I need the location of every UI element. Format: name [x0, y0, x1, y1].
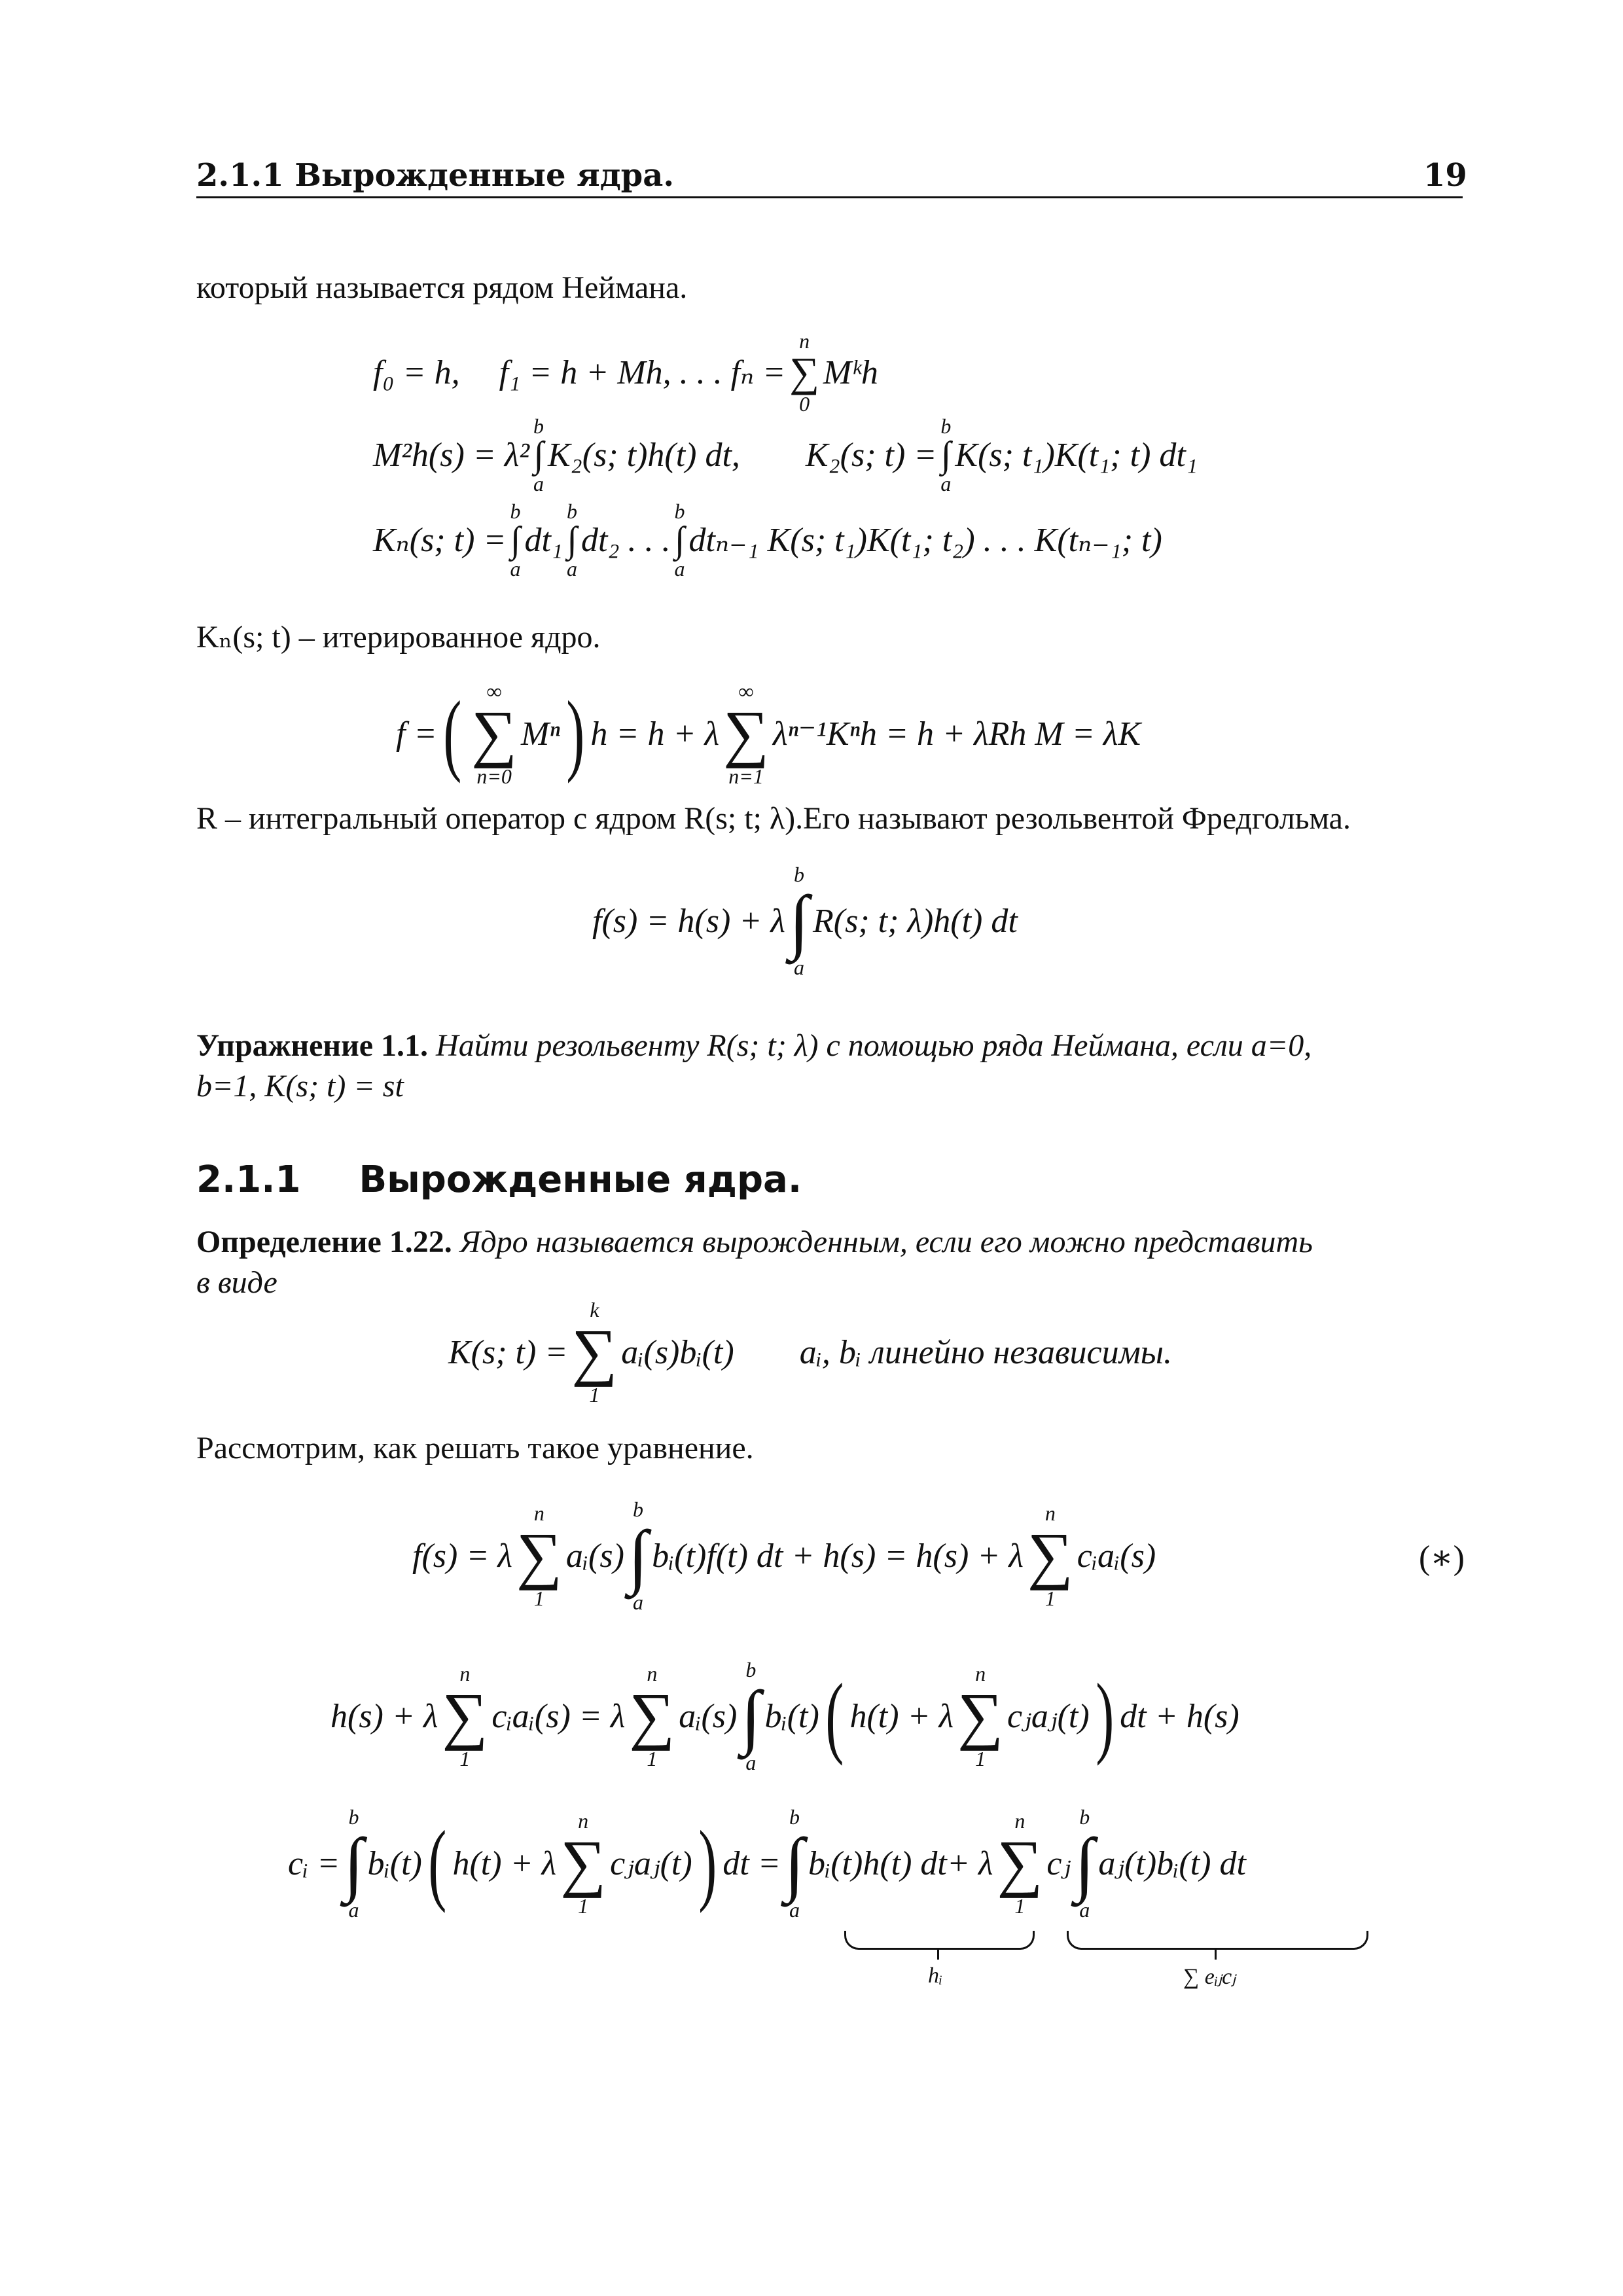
- sum-lower-limit: 1: [578, 1894, 589, 1918]
- eq6-lhs: K(s; t) =: [448, 1333, 568, 1371]
- integral-lower-limit: a: [632, 1590, 643, 1614]
- sum-lower-limit: 1: [533, 1587, 544, 1610]
- integral-icon: ∫: [567, 520, 577, 560]
- sum-upper-limit: ∞: [486, 679, 502, 703]
- eq7-lhs: f(s) = λ: [412, 1537, 512, 1575]
- integral-icon: ∫: [1075, 1823, 1095, 1903]
- integral-upper-limit: b: [348, 1805, 359, 1829]
- integral-upper-limit: b: [789, 1805, 800, 1829]
- sigma-icon: ∑: [516, 1520, 562, 1591]
- exercise-line-2: b=1, K(s; t) = st: [196, 1069, 404, 1103]
- definition-line-2: в виде: [196, 1265, 277, 1300]
- eq8-sum-1: [442, 1663, 488, 1769]
- eq6-sum: [571, 1299, 617, 1405]
- header-rule: [196, 196, 1463, 198]
- integral-icon: ∫: [741, 1676, 761, 1756]
- sum-upper-limit: n: [799, 329, 810, 353]
- running-title: 2.1.1 Вырожденные ядра.: [196, 157, 675, 194]
- sigma-icon: ∑: [442, 1681, 488, 1751]
- exercise-text-1: Найти резольвенту R(s; t; λ) с помощью ряда Неймана, если a=0,: [436, 1028, 1312, 1063]
- eq1-f0: f₀ = h,: [373, 353, 460, 391]
- paragraph-neumann: который называется рядом Неймана.: [196, 270, 688, 305]
- sigma-icon: ∑: [1027, 1520, 1073, 1591]
- left-paren-icon: (: [428, 1812, 447, 1914]
- right-paren-icon: ): [698, 1812, 717, 1914]
- integral-icon: ∫: [784, 1823, 805, 1903]
- eq9-lhs: cᵢ =: [288, 1844, 340, 1882]
- sum-lower-limit: 1: [1044, 1587, 1056, 1610]
- eq2-tail: K(s; t₁)K(t₁; t) dt₁: [955, 436, 1198, 474]
- definition-text-1: Ядро называется вырожденным, если его можно представить: [459, 1225, 1313, 1259]
- eq9-inner-lhs: h(t) + λ: [452, 1844, 557, 1882]
- sigma-icon: ∑: [957, 1681, 1004, 1751]
- integral-upper-limit: b: [674, 499, 685, 523]
- eq9-integral-2: [785, 1806, 804, 1920]
- eq9-b: bᵢ(t): [367, 1844, 422, 1882]
- sum-upper-limit: n: [459, 1662, 471, 1685]
- eq9-integral-3: [1075, 1806, 1094, 1920]
- section-heading: [196, 1158, 802, 1201]
- eq9-term-1: bᵢ(t)h(t) dt: [808, 1844, 947, 1882]
- sum-lower-limit: 1: [647, 1747, 658, 1770]
- section-title: Вырожденные ядра.: [359, 1158, 802, 1201]
- integral-upper-limit: b: [1079, 1805, 1090, 1829]
- integral-lower-limit: a: [745, 1751, 757, 1774]
- integral-lower-limit: a: [348, 1898, 359, 1922]
- sigma-icon: ∑: [723, 698, 769, 769]
- sum-upper-limit: ∞: [738, 679, 754, 703]
- eq7-tail: cᵢaᵢ(s): [1077, 1537, 1156, 1575]
- integral-lower-limit: a: [1079, 1898, 1090, 1922]
- integral-upper-limit: b: [745, 1658, 757, 1681]
- eq8-tail: dt + h(s): [1120, 1697, 1240, 1735]
- eq1-tail: Mᵏh: [823, 353, 878, 391]
- eq7-sum-2: [1027, 1503, 1073, 1609]
- eq8-inner-lhs: h(t) + λ: [849, 1697, 954, 1735]
- equation-degenerate-kernel: [448, 1299, 1172, 1405]
- eq6-mid: aᵢ(s)bᵢ(t): [621, 1333, 734, 1371]
- eq4-mid: h = h + λ: [590, 715, 720, 753]
- left-paren-icon: (: [825, 1665, 844, 1767]
- eq8-b: bᵢ(t): [764, 1697, 819, 1735]
- eq4-inner: Mⁿ: [521, 715, 560, 753]
- integral-lower-limit: a: [510, 557, 521, 581]
- eq6-note: aᵢ, bᵢ линейно независимы.: [799, 1333, 1173, 1371]
- eq9-term-2: aⱼ(t)bᵢ(t) dt: [1098, 1845, 1246, 1882]
- sum-upper-limit: n: [1044, 1501, 1056, 1525]
- integral-icon: ∫: [510, 520, 521, 560]
- eq3-integral-1: [510, 501, 520, 579]
- sum-upper-limit: n: [1014, 1809, 1026, 1833]
- eq7-sum-1: [516, 1503, 562, 1609]
- eq8-a: aᵢ(s): [679, 1697, 738, 1735]
- eq3-tail: dtₙ₋₁ K(s; t₁)K(t₁; t₂) . . . K(tₙ₋₁; t): [688, 522, 1162, 559]
- eq2-integral-1: [533, 416, 544, 494]
- sigma-icon: ∑: [571, 1317, 618, 1388]
- section-number: 2.1.1: [196, 1158, 301, 1201]
- eq5-integral: [789, 864, 809, 978]
- sum-lower-limit: 0: [799, 392, 810, 416]
- eq8-sum-2: [629, 1663, 675, 1769]
- underbrace-tip-icon: [937, 1949, 939, 1960]
- eq5-lhs: f(s) = h(s) + λ: [592, 902, 785, 940]
- integral-lower-limit: a: [674, 557, 685, 581]
- equation-iterated-square: [373, 416, 1198, 494]
- integral-icon: ∫: [344, 1823, 364, 1903]
- sum-lower-limit: 1: [589, 1383, 600, 1407]
- sum-lower-limit: n=1: [728, 764, 764, 788]
- eq8-sum-3: [957, 1663, 1003, 1769]
- eq7-mid: bᵢ(t)f(t) dt + h(s) = h(s) + λ: [652, 1537, 1024, 1575]
- eq8-inner-tail: cⱼaⱼ(t): [1007, 1698, 1090, 1735]
- eq8-lhs: h(s) + λ: [330, 1697, 438, 1735]
- eq2-integral-2: [940, 416, 951, 494]
- integral-icon: ∫: [533, 435, 544, 475]
- paragraph-iterated: Kₙ(s; t) – итерированное ядро.: [196, 620, 601, 655]
- sigma-icon: ∑: [629, 1681, 675, 1751]
- integral-upper-limit: b: [567, 499, 578, 523]
- eq9-integral-1: [344, 1806, 363, 1920]
- integral-lower-limit: a: [789, 1898, 800, 1922]
- sum-upper-limit: n: [578, 1809, 589, 1833]
- integral-icon: ∫: [940, 435, 952, 475]
- eq3-integral-2: [567, 501, 577, 579]
- eq8-integral: [741, 1659, 760, 1773]
- equation-neumann-partial-sums: [373, 331, 878, 414]
- equation-star: [412, 1499, 1156, 1613]
- eq2-lhs: M²h(s) = λ²: [373, 436, 529, 474]
- integral-lower-limit: a: [793, 956, 804, 979]
- sum-lower-limit: 1: [1014, 1894, 1026, 1918]
- eq8-c: cᵢaᵢ(s) = λ: [491, 1697, 626, 1735]
- eq9-sum-2: [997, 1810, 1043, 1916]
- eq3-d2: dt₂ . . .: [581, 521, 671, 559]
- sum-upper-limit: n: [975, 1662, 986, 1685]
- sum-lower-limit: 1: [975, 1747, 986, 1770]
- eq1-sum: [789, 331, 819, 414]
- eq9-inner-tail: cⱼaⱼ(t): [610, 1845, 692, 1882]
- eq9-sum-1: [560, 1810, 606, 1916]
- integral-icon: ∫: [628, 1516, 649, 1596]
- eq3-lhs: Kₙ(s; t) =: [373, 522, 507, 559]
- eq5-tail: R(s; t; λ)h(t) dt: [813, 902, 1018, 940]
- page-number: 19: [1423, 157, 1467, 194]
- sum-lower-limit: n=0: [476, 764, 512, 788]
- left-paren-icon: (: [442, 683, 461, 784]
- underbrace-label-h: hᵢ: [928, 1964, 943, 1988]
- right-paren-icon: ): [566, 683, 585, 784]
- definition-label: Определение 1.22.: [196, 1225, 452, 1259]
- equation-tag: (∗): [1419, 1539, 1465, 1577]
- underbrace-sum-icon: [1067, 1931, 1368, 1950]
- eq3-integral-3: [675, 501, 685, 579]
- equation-substitution: [330, 1659, 1240, 1773]
- eq9-cj: cⱼ: [1046, 1845, 1071, 1882]
- eq1-f1: f₁ = h + Mh, . . . fₙ =: [499, 354, 786, 391]
- sum-upper-limit: k: [590, 1298, 599, 1321]
- sum-upper-limit: n: [647, 1662, 658, 1685]
- sum-upper-limit: n: [533, 1501, 544, 1525]
- integral-lower-limit: a: [567, 557, 578, 581]
- eq3-d1: dt₁: [524, 521, 563, 559]
- eq9-plus: + λ: [946, 1844, 993, 1882]
- eq4-lhs: f =: [396, 715, 437, 753]
- paragraph-consider: Рассмотрим, как решать такое уравнение.: [196, 1431, 754, 1465]
- underbrace-h-icon: [844, 1931, 1035, 1950]
- sigma-icon: ∑: [560, 1828, 607, 1899]
- equation-neumann-series: [396, 681, 1141, 787]
- paragraph-resolvent: R – интегральный оператор с ядром R(s; t; λ).Его называют резольвентой Фредгольма.: [196, 801, 1351, 836]
- integral-upper-limit: b: [793, 863, 804, 886]
- integral-icon: ∫: [789, 881, 810, 961]
- integral-upper-limit: b: [533, 414, 544, 438]
- right-paren-icon: ): [1095, 1665, 1114, 1767]
- integral-lower-limit: a: [533, 472, 544, 495]
- eq2-mid: K₂(s; t)h(t) dt,: [547, 436, 740, 474]
- equation-resolvent: [592, 864, 1018, 978]
- eq4-tail: λⁿ⁻¹Kⁿh = h + λRh M = λK: [772, 715, 1141, 753]
- sum-lower-limit: 1: [459, 1747, 471, 1770]
- eq7-a: aᵢ(s): [565, 1537, 624, 1575]
- sigma-icon: ∑: [997, 1828, 1043, 1899]
- eq7-integral: [628, 1499, 648, 1613]
- underbrace-label-sum: ∑ eᵢⱼcⱼ: [1183, 1965, 1236, 1989]
- exercise-line-1: [196, 1028, 1311, 1064]
- underbrace-tip-icon: [1215, 1949, 1217, 1960]
- integral-icon: ∫: [674, 520, 685, 560]
- integral-lower-limit: a: [940, 472, 952, 495]
- eq4-sum-2: [723, 681, 769, 787]
- definition-line-1: [196, 1224, 1313, 1260]
- sigma-icon: ∑: [789, 349, 819, 395]
- eq2-k2: K₂(s; t) =: [805, 436, 937, 474]
- equation-coefficients: [288, 1806, 1246, 1920]
- eq4-sum-1: [471, 681, 517, 787]
- integral-upper-limit: b: [510, 499, 521, 523]
- equation-iterated-kernel: [373, 501, 1162, 579]
- integral-upper-limit: b: [632, 1498, 643, 1521]
- exercise-label: Упражнение 1.1.: [196, 1028, 429, 1063]
- sigma-icon: ∑: [471, 698, 518, 769]
- eq9-dt: dt =: [722, 1844, 781, 1882]
- integral-upper-limit: b: [940, 414, 952, 438]
